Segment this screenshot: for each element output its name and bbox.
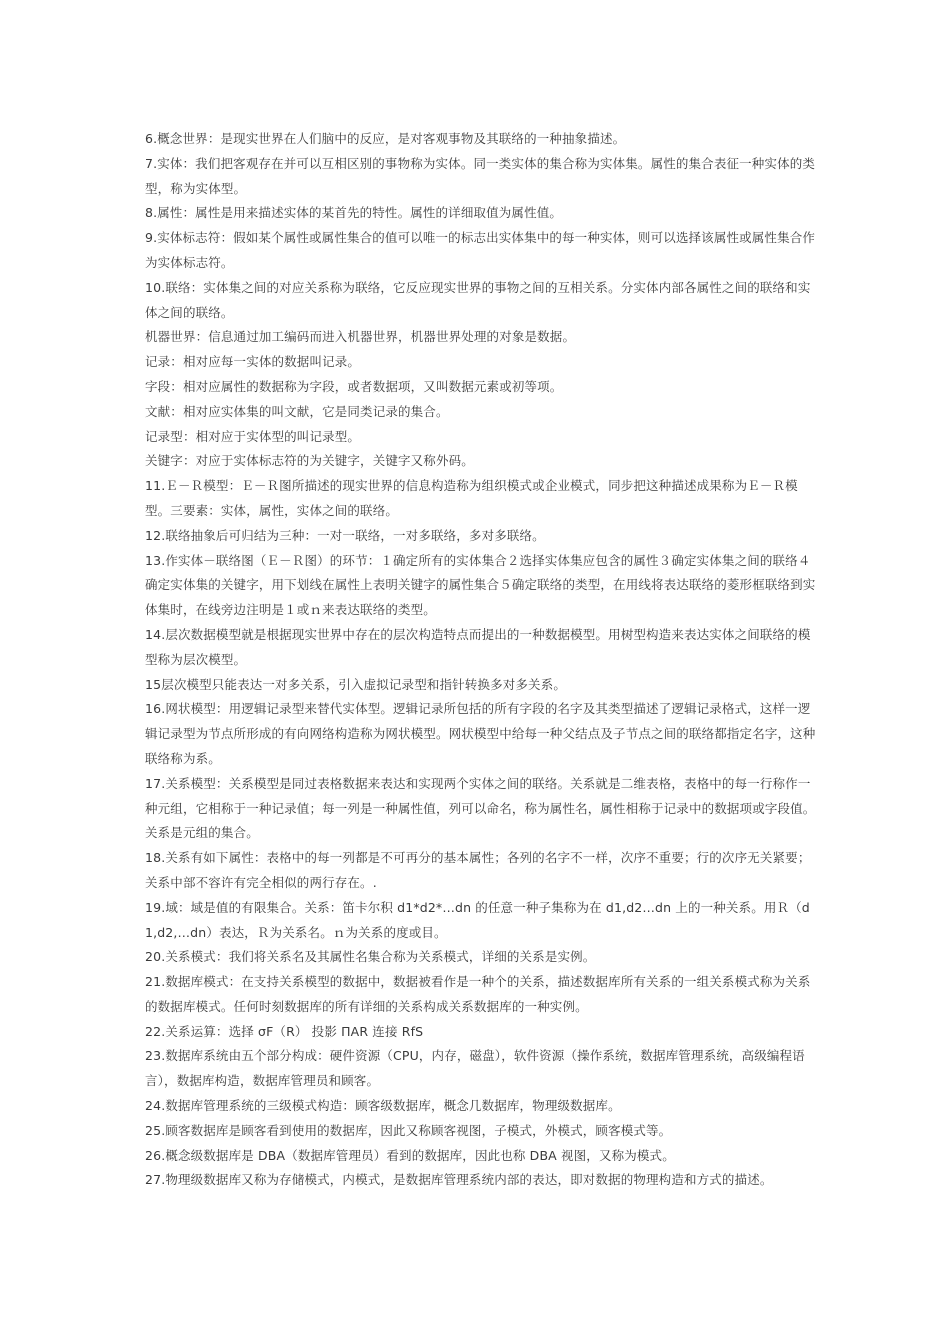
paragraph-field: 字段：相对应属性的数据称为字段，或者数据项，又叫数据元素或初等项。 xyxy=(145,378,563,394)
paragraph-network-model: 16.网状模型：用逻辑记录型来替代实体型。逻辑记录所包括的所有字段的名字及其类型描述了逻辑记录格式，这样一逻辑记录型为节点所形成的有向网络构造称为网状模型。网状模型中给每一种父结点及子节点之间的联络都指定名字，这种联络称为系。 xyxy=(145,701,816,766)
paragraph-relational-operations: 22.关系运算：选择 σF（R） 投影 ΠAR 连接 RfS xyxy=(145,1023,424,1039)
paragraph-hierarchical-model: 14.层次数据模型就是根据现实世界中存在的层次构造特点而提出的一种数据模型。用树型构造来表达实体之间联络的模型称为层次模型。 xyxy=(145,626,811,667)
paragraph-physical-database: 27.物理级数据库又称为存储模式，内模式，是数据库管理系统内部的表达，即对数据的物理构造和方式的描述。 xyxy=(145,1172,773,1188)
paragraph-three-level-schema: 24.数据库管理系统的三级模式构造：顾客级数据库，概念几数据库，物理级数据库。 xyxy=(145,1098,621,1114)
paragraph-entity-identifier: 9.实体标志符：假如某个属性或属性集合的值可以唯一的标志出实体集中的每一种实体，则可以选择该属性或属性集合作为实体标志符。 xyxy=(145,230,816,270)
paragraph-relation-properties: 18.关系有如下属性：表格中的每一列都是不可再分的基本属性；各列的名字不一样，次序不重要；行的次序无关紧要；关系中部不容许有完全相似的两行存在。. xyxy=(145,850,811,890)
paragraph-entity: 7.实体：我们把客观存在并可以互相区别的事物称为实体。同一类实体的集合称为实体集。属性的集合表征一种实体的类型，称为实体型。 xyxy=(145,155,816,196)
paragraph-er-model: 11.Ｅ－Ｒ模型：Ｅ－Ｒ图所描述的现实世界的信息构造称为组织模式或企业模式，同步把这种描述成果称为Ｅ－Ｒ模型。三要素：实体，属性，实体之间的联络。 xyxy=(145,478,798,518)
document-body xyxy=(145,127,820,1193)
paragraph-user-database: 25.顾客数据库是顾客看到使用的数据库，因此又称顾客视图，子模式，外模式，顾客模式等。 xyxy=(145,1122,672,1138)
paragraph-relationship-types: 12.联络抽象后可归结为三种：一对一联络，一对多联络，多对多联络。 xyxy=(145,527,545,543)
paragraph-relationship: 10.联络：实体集之间的对应关系称为联络，它反应现实世界的事物之间的互相关系。分实体内部各属性之间的联络和实体之间的联络。 xyxy=(145,279,811,320)
paragraph-database-schema: 21.数据库模式：在支持关系模型的数据中，数据被看作是一种个的关系，描述数据库所有关系的一组关系模式称为关系的数据库模式。任何时刻数据库的所有详细的关系构成关系数据库的一种实例。 xyxy=(145,974,811,1014)
paragraph-record: 记录：相对应每一实体的数据叫记录。 xyxy=(145,354,361,370)
paragraph-er-diagram-steps: 13.作实体－联络图（Ｅ－Ｒ图）的环节：１确定所有的实体集合２选择实体集应包含的属性３确定实体集之间的联络４确定实体集的关键字，用下划线在属性上表明关键字的属性集合５确定联络的类型，在用线将表达联络的菱形框联络到实体集时，在线旁边注明是１或ｎ来表达联络的类型。 xyxy=(145,552,816,618)
paragraph-database-system: 23.数据库系统由五个部分构成：硬件资源（CPU，内存，磁盘），软件资源（操作系统，数据库管理系统，高级编程语言），数据库构造，数据库管理员和顾客。 xyxy=(145,1048,805,1089)
paragraph-attribute: 8.属性：属性是用来描述实体的某首先的特性。属性的详细取值为属性值。 xyxy=(145,205,563,221)
paragraph-record-type: 记录型：相对应于实体型的叫记录型。 xyxy=(145,428,361,444)
paragraph-relational-model: 17.关系模型：关系模型是同过表格数据来表达和实现两个实体之间的联络。关系就是二维表格，表格中的每一行称作一种元组，它相称于一种记录值；每一列是一种属性值，列可以命名，称为属性名，属性相称于记录中的数据项或字段值。关系是元组的集合。 xyxy=(145,775,816,841)
paragraph-conceptual-database: 26.概念级数据库是 DBA（数据库管理员）看到的数据库，因此也称 DBA 视图，又称为模式。 xyxy=(145,1147,675,1163)
paragraph-machine-world: 机器世界：信息通过加工编码而进入机器世界，机器世界处理的对象是数据。 xyxy=(145,329,576,345)
paragraph-key: 关键字：对应于实体标志符的为关键字，关键字又称外码。 xyxy=(145,453,474,469)
paragraph-file: 文献：相对应实体集的叫文献，它是同类记录的集合。 xyxy=(145,403,449,419)
paragraph-hierarchical-limits: 15层次模型只能表达一对多关系，引入虚拟记录型和指针转换多对多关系。 xyxy=(145,676,567,692)
paragraph-relation-schema: 20.关系模式：我们将关系名及其属性名集合称为关系模式，详细的关系是实例。 xyxy=(145,949,596,965)
paragraph-concept-world: 6.概念世界：是现实世界在人们脑中的反应，是对客观事物及其联络的一种抽象描述。 xyxy=(145,131,626,146)
paragraph-domain: 19.域：域是值的有限集合。关系：笛卡尔积 d1*d2*…dn 的任意一种子集称为在 d1,d2…dn 上的一种关系。用Ｒ（d1,d2,…dn）表达，Ｒ为关系名。ｎ为关系的度或目。 xyxy=(145,899,810,940)
